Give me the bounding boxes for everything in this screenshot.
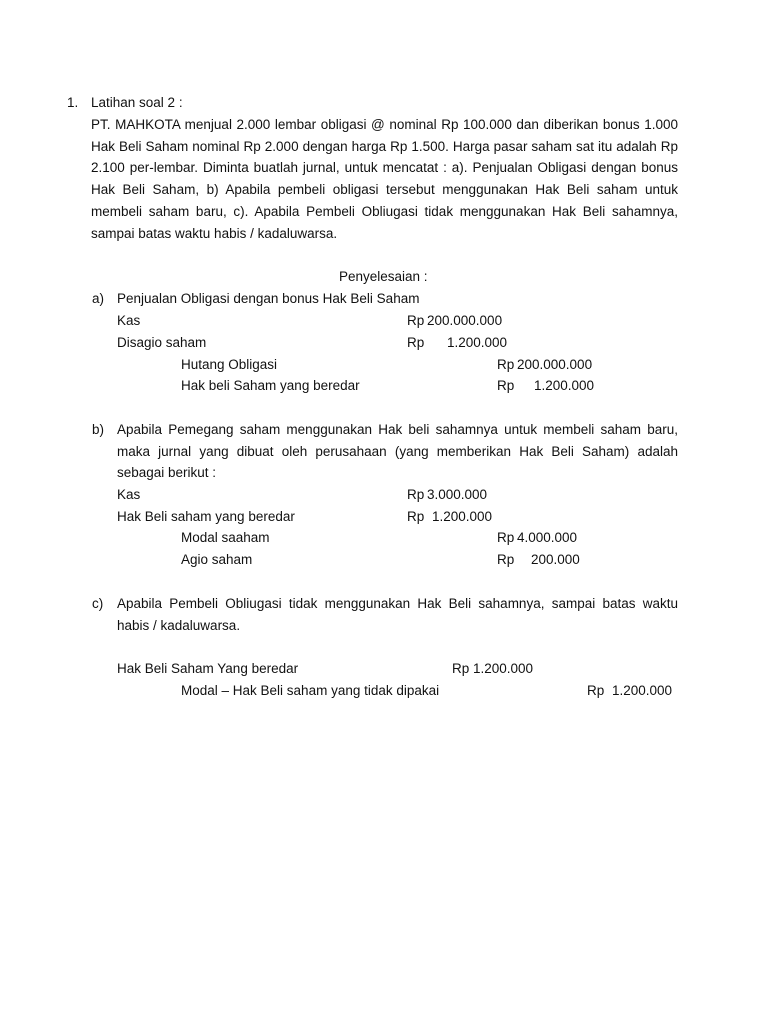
credit-account: Modal – Hak Beli saham yang tidak dipakai [181, 683, 440, 698]
debit-currency: Rp [407, 487, 425, 502]
part-a-marker: a) [92, 291, 105, 306]
question-body: PT. MAHKOTA menjual 2.000 lembar obligasi @ nominal Rp 100.000 dan diberikan bonus 1.000 Hak Beli Saham nominal Rp 2.000 dengan harga Rp 1.500. Harga pasar saham sat itu adalah Rp 2.100 per-lembar. Diminta buatlah jurnal, untuk mencatat : a). Penjualan Obligasi dengan bonus Hak Beli Saham, b) Apabila pembeli obligasi tersebut menggunakan Hak Beli saham untuk membeli saham baru, c). Apabila Pembeli Obliugasi tidak menggunakan Hak Beli sahamnya, sampai batas waktu habis / kadaluwarsa. [91, 117, 678, 241]
part-c-marker: c) [92, 596, 104, 611]
debit-account: Kas [117, 313, 141, 328]
part-a-title: Penjualan Obligasi dengan bonus Hak Beli Saham [117, 291, 420, 306]
question-title: Latihan soal 2 : [91, 95, 183, 110]
solution-heading: Penyelesaian : [339, 269, 428, 284]
question-number: 1. [67, 95, 79, 110]
debit-amount: 1.200.000 [432, 509, 493, 524]
part-b-marker: b) [92, 422, 105, 437]
part-c-title: Apabila Pembeli Obliugasi tidak menggunakan Hak Beli sahamnya, sampai batas waktu habis / kadaluwarsa. [117, 596, 678, 633]
debit-account: Kas [117, 487, 141, 502]
debit-account: Disagio saham [117, 335, 207, 350]
credit-currency: Rp [587, 683, 605, 698]
credit-currency: Rp [497, 378, 515, 393]
debit-amount: 200.000.000 [427, 313, 503, 328]
debit-currency: Rp [407, 313, 425, 328]
debit-account: Hak Beli saham yang beredar [117, 509, 295, 524]
credit-currency: Rp [497, 530, 515, 545]
part-b-title: Apabila Pemegang saham menggunakan Hak beli sahamnya untuk membeli saham baru, maka jurnal yang dibuat oleh perusahaan (yang memberikan Hak Beli Saham) adalah sebagai berikut : [117, 422, 678, 481]
credit-currency: Rp [497, 357, 515, 372]
credit-amount: 200.000.000 [517, 357, 593, 372]
debit-currency: Rp [452, 661, 470, 676]
debit-currency: Rp [407, 335, 425, 350]
credit-amount: 1.200.000 [612, 683, 673, 698]
debit-account: Hak Beli Saham Yang beredar [117, 661, 299, 676]
credit-currency: Rp [497, 552, 515, 567]
credit-account: Hutang Obligasi [181, 357, 278, 372]
debit-currency: Rp [407, 509, 425, 524]
debit-amount: 3.000.000 [427, 487, 488, 502]
credit-account: Agio saham [181, 552, 253, 567]
credit-amount: 200.000 [531, 552, 580, 567]
credit-amount: 1.200.000 [534, 378, 595, 393]
credit-amount: 4.000.000 [517, 530, 578, 545]
debit-amount: 1.200.000 [447, 335, 508, 350]
credit-account: Hak beli Saham yang beredar [181, 378, 360, 393]
debit-amount: 1.200.000 [473, 661, 534, 676]
credit-account: Modal saaham [181, 530, 270, 545]
